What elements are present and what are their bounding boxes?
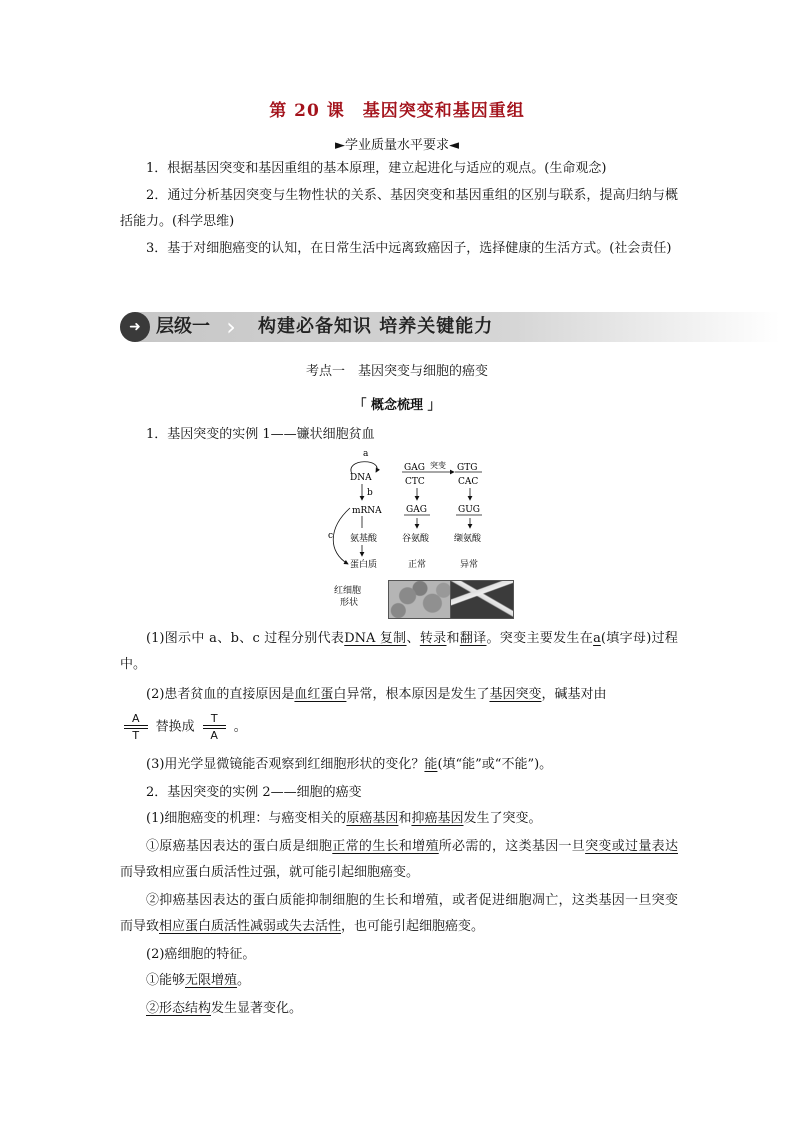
label-protein: 蛋白质 <box>350 560 378 570</box>
question-1: (1)图示中 a、b、c 过程分别代表DNA 复制、转录和翻译。突变主要发生在a(填字母)过程中。 <box>120 631 678 672</box>
tumor-suppressor-paragraph: ②抑癌基因表达的蛋白质能抑制细胞的生长和增殖，或者促进细胞凋亡，这类基因一旦突变而导致相应蛋白质活性减弱或失去活性，也可能引起细胞癌变。 <box>120 893 678 934</box>
codon-gtg: GTG <box>457 463 478 473</box>
level-banner <box>120 312 780 342</box>
codon-ctc: CTC <box>405 477 425 487</box>
normal-rbc-image <box>388 580 452 619</box>
label-rbc1: 红细胞 <box>334 586 362 596</box>
question-2: (2)患者贫血的直接原因是血红蛋白异常，根本原因是发生了基因突变，碱基对由 <box>146 687 607 702</box>
base-pair-swap: $\frac{A}{T}$ 替换成 $\frac{T}{A}$ 。 <box>120 712 678 742</box>
sickle-rbc-image <box>450 580 514 619</box>
question-3: (3)用光学显微镜能否观察到红细胞形状的变化？能(填“能”或“不能”)。 <box>146 757 553 772</box>
concept-heading: 「 概念梳理 」 <box>353 398 441 413</box>
feature-item: ②形态结构发生显著变化。 <box>146 1001 303 1016</box>
base-pair-to: $\frac{T}{A}$ <box>203 712 226 742</box>
label-val: 缬氨酸 <box>454 534 482 544</box>
label-amino: 氨基酸 <box>350 534 378 544</box>
requirement-item: 3．基于对细胞癌变的认知，在日常生活中远离致癌因子，选择健康的生活方式。(社会责任) <box>146 241 672 256</box>
codon-gag-mrna: GAG <box>406 505 427 515</box>
label-dna: DNA <box>350 473 372 483</box>
requirement-item: 1．根据基因突变和基因重组的基本原理，建立起进化与适应的观点。(生命观念) <box>146 161 607 176</box>
chevron-right-icon: › <box>226 313 236 341</box>
banner-text: 构建必备知识 培养关键能力 <box>258 316 494 337</box>
cancer-features-heading: (2)癌细胞的特征。 <box>146 947 256 962</box>
requirements-heading: ►学业质量水平要求◄ <box>335 138 459 153</box>
example2-heading: 2．基因突变的实例 2——细胞的癌变 <box>146 785 362 800</box>
mechanism-paragraph: (1)细胞癌变的机理：与癌变相关的原癌基因和抑癌基因发生了突变。 <box>146 811 542 826</box>
arrow-circle-icon: ➜ <box>120 312 150 342</box>
codon-gag: GAG <box>404 463 425 473</box>
feature-item: ①能够无限增殖。 <box>146 973 251 988</box>
label-glu: 谷氨酸 <box>402 534 430 544</box>
label-abnormal: 异常 <box>460 560 479 570</box>
translation-arrow <box>333 508 350 564</box>
label-mrna: mRNA <box>352 506 382 516</box>
label-b: b <box>367 488 373 498</box>
section-heading: 考点一 基因突变与细胞的癌变 <box>305 364 488 379</box>
example1-heading: 1．基因突变的实例 1——镰状细胞贫血 <box>146 427 375 442</box>
base-pair-from: $\frac{A}{T}$ <box>124 712 148 742</box>
label-rbc2: 形状 <box>340 598 359 608</box>
label-c: c <box>328 531 334 541</box>
proto-oncogene-paragraph: ①原癌基因表达的蛋白质是细胞正常的生长和增殖所必需的，这类基因一旦突变或过量表达而导致相应蛋白质活性过强，就可能引起细胞癌变。 <box>120 839 678 880</box>
label-a: a <box>363 449 369 459</box>
label-mutation: 突变 <box>430 461 446 470</box>
codon-cac: CAC <box>458 477 479 487</box>
codon-gug: GUG <box>458 505 480 515</box>
label-normal: 正常 <box>408 560 427 570</box>
requirement-item: 2．通过分析基因突变与生物性状的关系、基因突变和基因重组的区别与联系，提高归纳与概括能力。(科学思维) <box>120 188 678 229</box>
banner-level: 层级一 <box>156 316 210 337</box>
lesson-title: 第 20 课 基因突变和基因重组 <box>269 101 525 121</box>
